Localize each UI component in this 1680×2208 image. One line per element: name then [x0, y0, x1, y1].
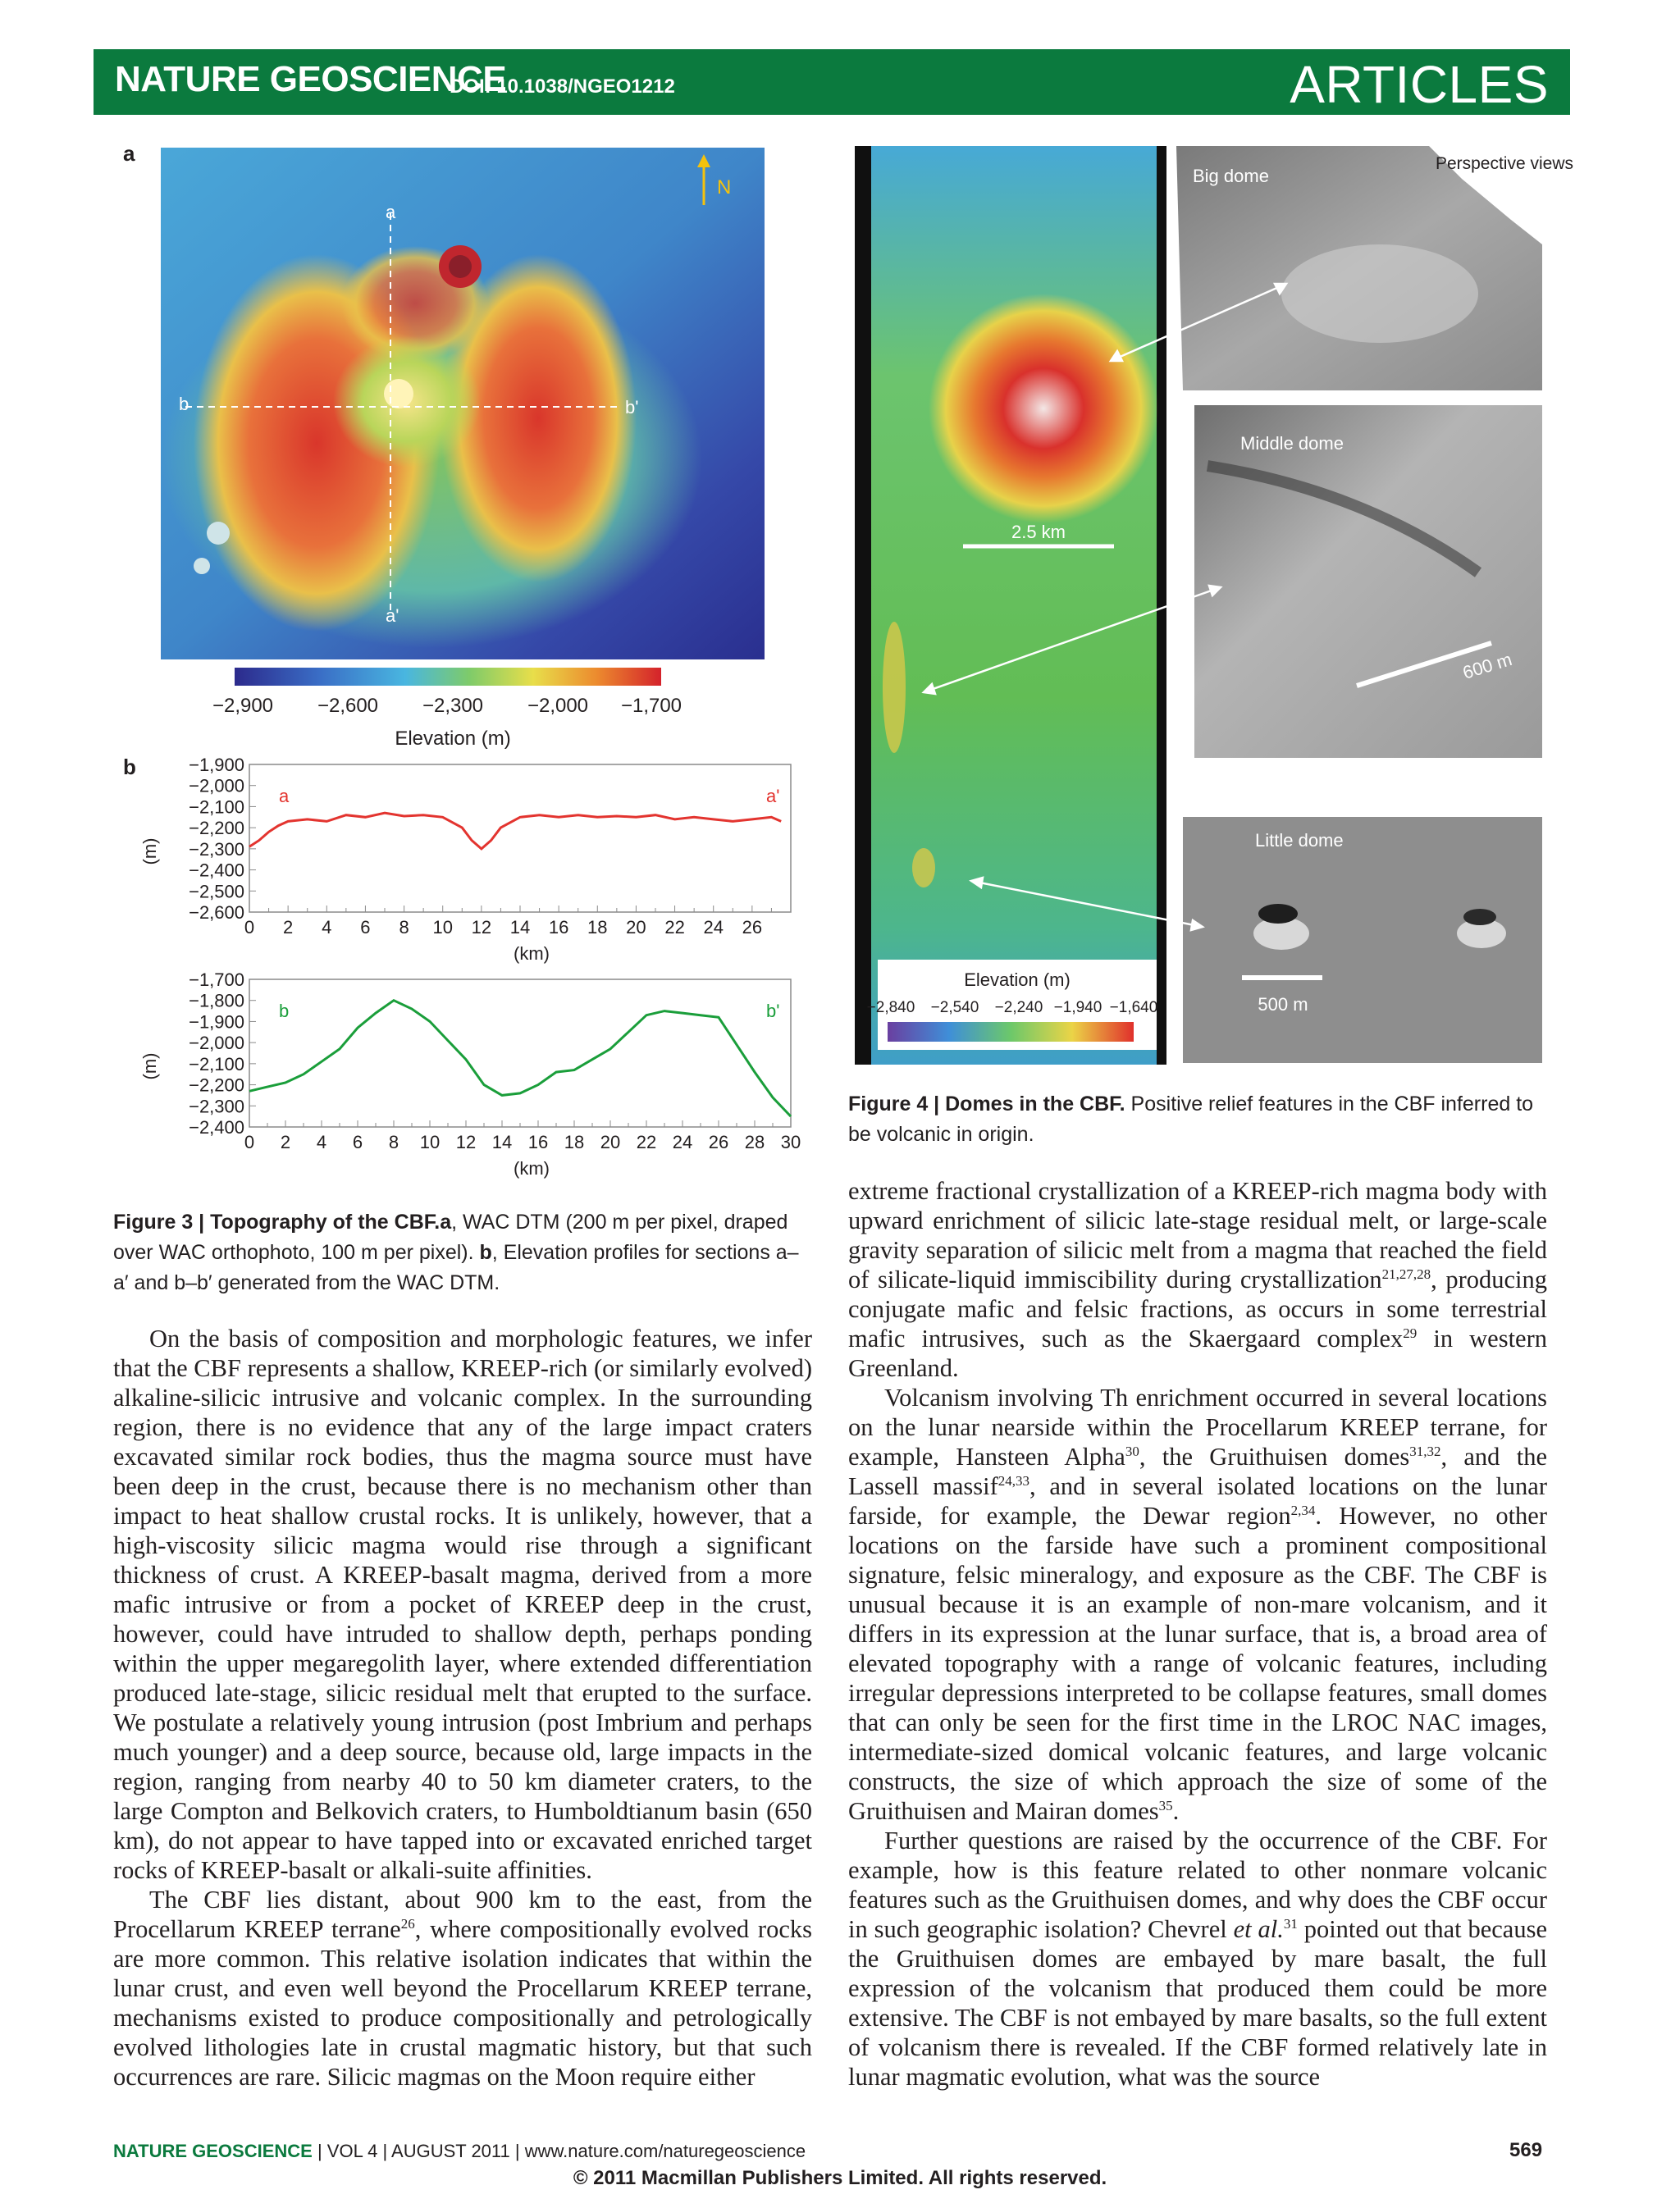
north-label: N [717, 176, 732, 198]
colorbar-label: Elevation (m) [395, 728, 511, 750]
x-tick-label: 24 [672, 1132, 693, 1152]
y-tick-label: −2,200 [189, 818, 244, 839]
paragraph: On the basis of composition and morphologic features, we infer that the CBF represents a shallow, KREEP-rich (or similarly evolved) alkaline-silicic intrusive and volcanic complex. In the surrounding region, there is no evidence that any of the large impact craters excavated similar rock bodies, thus the magma source must have been deep in the crust, because there is no mechanism other than impact to heat shallow crustal rocks. It is unlikely, however, that a high-viscosity silicic magma would rise through a significant thickness of crust. A KREEP-basalt magma, derived from a more mafic intrusive or from a pocket of KREEP deep in the crust, however, could have intruded to shallow depth, perhaps ponding within the upper megaregolith layer, where extended differentiation produced late-stage, silicic residual melt that erupted to the surface. We postulate a relatively young intrusion (post Imbrium and perhaps much younger) and a deep source, because old, large impacts in the region, ranging from nearby 40 to 50 km diameter craters, to the large Compton and Belkovich craters, to Humboldtianum basin (650 km), do not appear to have tapped into or excavated enriched target rocks of KREEP-basalt or alkali-suite affinities. [113, 1325, 812, 1884]
x-tick-label: 2 [280, 1132, 291, 1152]
x-tick-label: 4 [316, 1132, 327, 1152]
fig4-elevation-tick: −1,640 [1109, 999, 1158, 1016]
figure4-caption-text: Positive relief features in the CBF inferred to be volcanic in origin. [848, 1093, 1534, 1146]
paragraph: extreme fractional crystallization of a KREEP-rich magma body with upward enrichment of silicic late-stage residual melt, or large-scale gravity separation of silicic melt from a magma that reached the field of silicate-liquid immiscibility during crystallization$^{21,27,28}$, producing conjugate mafic and felsic fractions, as occurs in some terrestrial mafic intrusives, such as the Skaergaard complex$^{29}$ in western Greenland. [848, 1177, 1548, 1382]
y-axis-label: (m) [139, 837, 160, 865]
big-dome-label: Big dome [1193, 166, 1269, 186]
x-tick-label: 6 [360, 917, 371, 937]
y-tick-label: −2,000 [189, 775, 244, 796]
x-tick-label: 14 [491, 1132, 513, 1152]
middle-dome-label: Middle dome [1240, 433, 1344, 454]
fig4-elevation-tick: −2,240 [994, 999, 1043, 1016]
panel-b-label: b [123, 755, 136, 779]
profile-chart-b [131, 969, 804, 1183]
profile-start-label: b [279, 1001, 290, 1021]
y-tick-label: −1,900 [189, 1011, 244, 1033]
copyright-notice: © 2011 Macmillan Publishers Limited. All rights reserved. [573, 2167, 1107, 2189]
profile-line [249, 1001, 791, 1116]
colorbar-tick: −2,300 [422, 695, 484, 717]
doi-label: DOI: 10.1038/NGEO1212 [450, 75, 675, 98]
profile-start-label: a [279, 786, 290, 806]
paragraph: The CBF lies distant, about 900 km to the east, from the Procellarum KREEP terrane$^{26}$, where compositionally evolved rocks are more common. This relative isolation indicates that within the lunar crust, and even well beyond the Procellarum KREEP terrane, mechanisms existed to produce compositionally and petrologically evolved lithologies late in crustal magmatic history, but that such occurrences are rare. Silicic magmas on the Moon require either [113, 1886, 812, 2091]
footer-journal: NATURE GEOSCIENCE [113, 2141, 313, 2161]
paragraph: Volcanism involving Th enrichment occurred in several locations on the lunar nearside within the Procellarum KREEP terrane, for example, Hansteen Alpha$^{30}$, the Gruithuisen domes$^{31,32}$, and the Lassell massif$^{24,33}$, and in several isolated locations on the lunar farside, for example, the Dewar region$^{2,34}$. However, no other locations on the farside have such a prominent compositional signature, felsic mineralogy, and exposure as the CBF. The CBF is unusual because it is an example of non-mare volcanism, and it differs in its expression at the lunar surface, that is, a broad area of elevated topography with a range of volcanic features, including irregular depressions interpreted to be collapse features, small domes that can only be seen for the first time in the LROC NAC images, intermediate-sized domical volcanic features, and large volcanic constructs, the size of which approach the size of some of the Gruithuisen and Mairan domes$^{35}$. [848, 1384, 1547, 1825]
y-tick-label: −2,100 [189, 1053, 244, 1074]
footer-info: NATURE GEOSCIENCE | VOL 4 | AUGUST 2011 | www.nature.com/naturegeoscience [113, 2141, 806, 2161]
figure3-caption-text: , Elevation profiles for sections a–a′ and b–b′ generated from the WAC DTM. [113, 1241, 799, 1294]
x-tick-label: 30 [780, 1132, 801, 1152]
x-tick-label: 4 [322, 917, 332, 937]
y-tick-label: −1,800 [189, 990, 244, 1011]
colorbar-tick: −1,700 [620, 695, 682, 717]
plot-frame [249, 979, 791, 1127]
y-tick-label: −2,500 [189, 881, 244, 902]
x-tick-label: 18 [564, 1132, 585, 1152]
profile-line [249, 813, 781, 849]
y-tick-label: −1,700 [189, 969, 244, 990]
y-tick-label: −1,900 [189, 755, 244, 775]
x-tick-label: 2 [283, 917, 294, 937]
x-tick-label: 26 [708, 1132, 729, 1152]
x-tick-label: 20 [600, 1132, 621, 1152]
fig3-colorbar [164, 664, 755, 755]
journal-title: NATURE GEOSCIENCE [115, 59, 507, 99]
profile-chart-a [131, 755, 804, 968]
citation: 30 [1125, 1443, 1139, 1459]
y-tick-label: −2,200 [189, 1074, 244, 1096]
figure3-caption [113, 1207, 802, 1298]
perspective-views-label: Perspective views [1435, 154, 1573, 173]
y-tick-label: −2,300 [189, 838, 244, 860]
citation: 2,34 [1290, 1502, 1316, 1518]
scale-bar-little: 500 m [1258, 994, 1308, 1015]
x-tick-label: 0 [244, 917, 255, 937]
citation: 26 [400, 1915, 415, 1932]
x-tick-label: 10 [432, 917, 453, 937]
colorbar-tick: −2,000 [527, 695, 589, 717]
figure4-caption [848, 1089, 1545, 1150]
fig4-elevation-tick: −1,940 [1053, 999, 1102, 1016]
x-tick-label: 26 [742, 917, 763, 937]
y-tick-label: −2,600 [189, 902, 244, 923]
fig4-elevation-tick: −2,540 [930, 999, 979, 1016]
x-tick-label: 14 [509, 917, 531, 937]
x-tick-label: 20 [626, 917, 646, 937]
little-dome-label: Little dome [1255, 830, 1344, 851]
left-column-text [113, 1324, 812, 2092]
x-tick-label: 24 [703, 917, 724, 937]
section-label: ARTICLES [1290, 55, 1549, 114]
x-tick-label: 22 [636, 1132, 657, 1152]
topography-map [161, 148, 765, 659]
colorbar-tick: −2,600 [317, 695, 379, 717]
profile-end-label: a' [766, 786, 780, 806]
x-tick-label: 8 [388, 1132, 399, 1152]
citation: 29 [1403, 1325, 1418, 1341]
x-tick-label: 10 [419, 1132, 441, 1152]
paragraph: Further questions are raised by the occurrence of the CBF. For example, how is this feature related to other nonmare volcanic features such as the Gruithuisen domes, and why does the CBF occur in such geographic isolation? Chevrel et al.$^{31}$ pointed out that because the Gruithuisen domes are embayed by mare basalt, the full expression of the volcanism that produced them could be more extensive. The CBF is not embayed by mare basalts, so the full extent of volcanism there is revealed. If the CBF formed relatively late in lunar magmatic evolution, what was the source [848, 1827, 1547, 2091]
citation: 35 [1158, 1797, 1173, 1813]
panel-a-label: a [123, 141, 135, 166]
profile-end-label: b' [766, 1001, 780, 1021]
x-tick-label: 12 [471, 917, 492, 937]
x-axis-label: (km) [514, 943, 550, 964]
x-tick-label: 18 [587, 917, 608, 937]
citation: 31,32 [1409, 1443, 1441, 1459]
section-a-label: a [386, 202, 396, 222]
citation: 24,33 [998, 1472, 1029, 1489]
y-tick-label: −2,000 [189, 1033, 244, 1054]
figure4-image [855, 146, 1573, 1065]
citation: 31 [1283, 1915, 1298, 1932]
x-tick-label: 16 [548, 917, 569, 937]
figure3-caption-text: , WAC DTM (200 m per pixel, draped over WAC orthophoto, 100 m per pixel). [113, 1211, 788, 1264]
scale-bar-middle: 600 m [1460, 648, 1514, 683]
x-tick-label: 6 [352, 1132, 363, 1152]
figure3-caption-title: Figure 3 | Topography of the CBF. [113, 1211, 441, 1234]
x-axis-label: (km) [514, 1158, 550, 1179]
section-a-prime-label: a' [386, 605, 399, 626]
colorbar-tick: −2,900 [212, 695, 274, 717]
figure3-caption-a: a [440, 1211, 452, 1234]
x-tick-label: 0 [244, 1132, 255, 1152]
fig4-elevation-tick: −2,840 [866, 999, 915, 1016]
x-tick-label: 22 [664, 917, 685, 937]
y-tick-label: −2,100 [189, 796, 244, 818]
citation: 21,27,28 [1381, 1266, 1431, 1282]
y-tick-label: −2,300 [189, 1096, 244, 1117]
fig4-elevation-label: Elevation (m) [964, 969, 1071, 990]
y-tick-label: −2,400 [189, 1117, 244, 1138]
plot-frame [249, 764, 791, 912]
right-column-text [848, 1176, 1547, 2092]
scale-bar-main: 2.5 km [1011, 522, 1066, 542]
section-b-label: b [179, 394, 189, 414]
figure4-caption-title: Figure 4 | Domes in the CBF. [848, 1093, 1125, 1115]
x-tick-label: 16 [527, 1132, 549, 1152]
y-tick-label: −2,400 [189, 860, 244, 881]
x-tick-label: 12 [455, 1132, 477, 1152]
figure3-caption-b: b [479, 1241, 492, 1264]
x-tick-label: 28 [744, 1132, 765, 1152]
y-axis-label: (m) [139, 1052, 160, 1080]
section-b-prime-label: b' [625, 397, 639, 417]
page-number: 569 [1509, 2139, 1543, 2161]
x-tick-label: 8 [399, 917, 409, 937]
